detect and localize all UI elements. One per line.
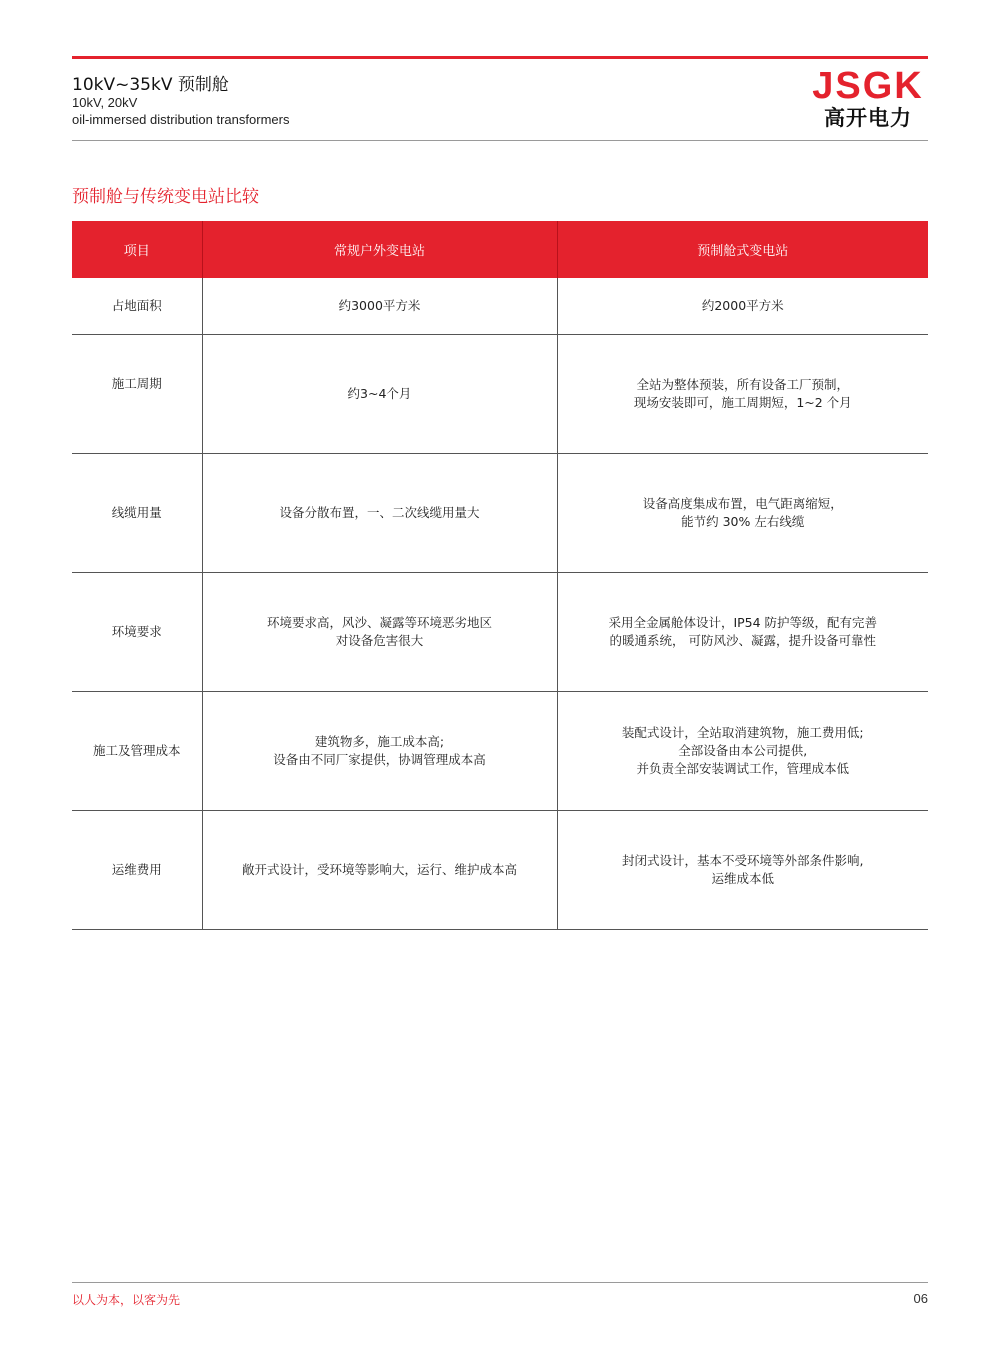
cell-line: 对设备危害很大 [335,633,424,648]
row-item-label [72,454,202,573]
prefab-cell [557,573,928,692]
row-item-label [72,692,202,811]
cell-line: 封闭式设计，基本不受环境等外部条件影响, [622,853,864,868]
table-row [72,335,928,454]
prefab-cell [557,278,928,335]
footer-divider [72,1282,928,1283]
row-item-text: 施工周期 [111,376,162,391]
cell-line: 约2000平方米 [701,298,784,313]
row-item-label [72,811,202,930]
table-row [72,811,928,930]
conventional-cell [202,454,557,573]
conventional-cell [202,811,557,930]
table-row [72,573,928,692]
header-item: 项目 [72,221,202,278]
cell-line: 全部设备由本公司提供, [678,743,808,758]
cell-line: 采用全金属舱体设计，IP54 防护等级，配有完善 [608,615,878,630]
page-number: 06 [913,1291,928,1306]
document-title: 10kV~35kV 预制舱 [72,75,229,95]
table-row [72,454,928,573]
conventional-cell [202,692,557,811]
table-row [72,278,928,335]
table-row [72,692,928,811]
row-item-label [72,278,202,335]
row-item-text: 施工及管理成本 [92,743,181,758]
cell-line: 设备分散布置，一、二次线缆用量大 [279,505,480,520]
prefab-cell [557,692,928,811]
cell-line: 装配式设计，全站取消建筑物，施工费用低; [621,725,864,740]
cell-line: 的暖通系统， 可防风沙、凝露，提升设备可靠性 [609,633,876,648]
cell-line: 约3000平方米 [338,298,421,313]
row-item-text: 占地面积 [111,298,162,313]
cell-line: 建筑物多，施工成本高; [314,734,445,749]
prefab-cell [557,454,928,573]
cell-line: 约3~4个月 [347,386,412,401]
section-title: 预制舱与传统变电站比较 [72,187,259,207]
row-item-label [72,573,202,692]
cell-line: 并负责全部安装调试工作，管理成本低 [636,761,849,776]
prefab-cell [557,811,928,930]
document-subtitle-type: oil-immersed distribution transformers [72,112,290,127]
company-logo [806,66,930,130]
footer-slogan: 以人为本，以客为先 [72,1293,181,1307]
cell-line: 环境要求高，风沙、凝露等环境恶劣地区 [266,615,492,630]
conventional-cell [202,278,557,335]
header-divider [72,140,928,141]
conventional-cell [202,335,557,454]
cell-line: 设备高度集成布置，电气距离缩短， [642,496,843,511]
cell-line: 全站为整体预装，所有设备工厂预制， [636,377,849,392]
row-item-label [72,335,202,454]
conventional-cell [202,573,557,692]
logo-text-en: JSGK [812,65,924,107]
row-item-text: 线缆用量 [111,505,162,520]
cell-line: 现场安装即可，施工周期短，1~2 个月 [633,395,852,410]
row-item-text: 环境要求 [111,624,162,639]
cell-line: 设备由不同厂家提供，协调管理成本高 [273,752,486,767]
comparison-table [72,221,928,930]
document-subtitle-voltage: 10kV, 20kV [72,95,138,110]
table-header-row [72,221,928,278]
header-conventional-substation: 常规户外变电站 [202,221,557,278]
top-accent-rule [72,56,928,59]
row-item-text: 运维费用 [111,862,162,877]
cell-line: 敞开式设计，受环境等影响大，运行、维护成本高 [241,862,517,877]
logo-text-cn: 高开电力 [824,106,912,130]
prefab-cell [557,335,928,454]
cell-line: 能节约 30% 左右线缆 [681,514,805,529]
header-prefab-substation: 预制舱式变电站 [557,221,928,278]
cell-line: 运维成本低 [711,871,774,886]
